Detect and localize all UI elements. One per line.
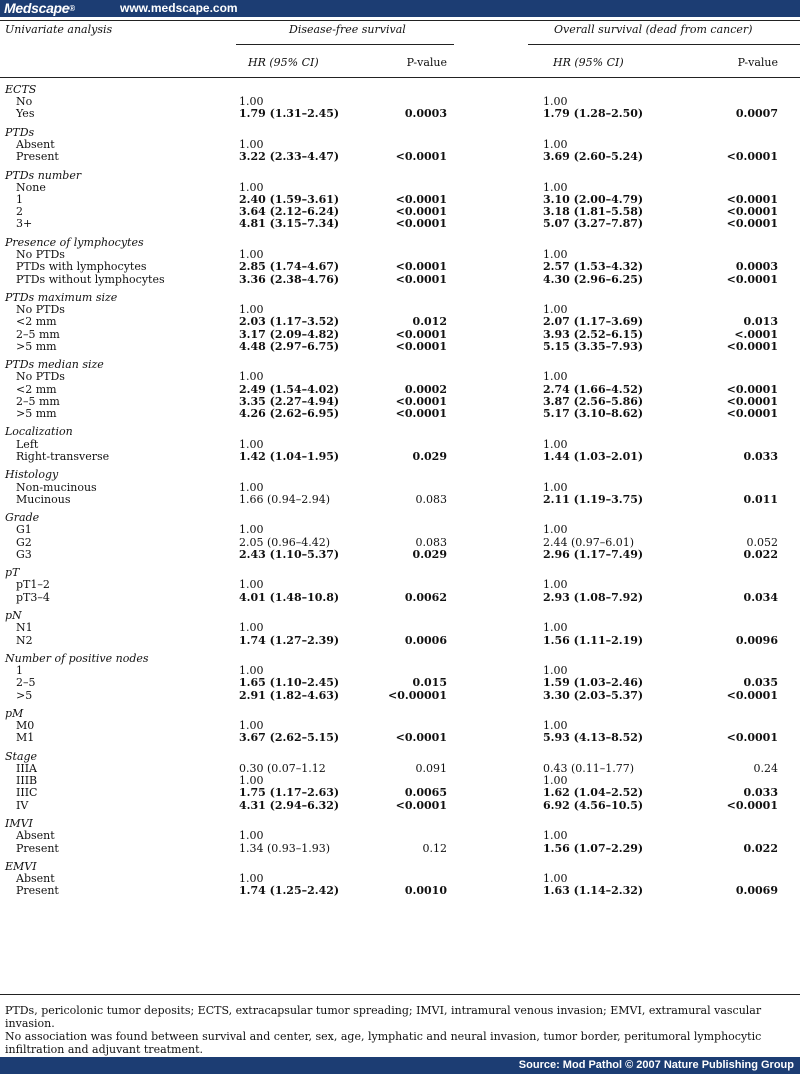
p-os-cell: <0.0001 [726,383,778,396]
hr-dfs-cell: 1.42 (1.04–1.95) [239,450,340,463]
section-header: Histology [5,468,59,481]
row-label: IIIC [16,786,38,799]
hr-dfs-cell: 1.74 (1.25–2.42) [239,884,340,897]
p-os-cell: <0.0001 [726,689,778,702]
hr-os-cell: 1.00 [543,578,568,591]
row-label: PTDs without lymphocytes [16,273,165,286]
section-header: Number of positive nodes [5,652,149,665]
p-os-cell: 0.013 [743,315,778,328]
hr-dfs-cell: 1.00 [239,181,264,194]
row-label: Present [16,150,59,163]
hr-dfs-cell: 2.05 (0.96–4.42) [239,536,331,549]
hr-os-cell: 1.56 (1.07–2.29) [543,842,644,855]
group-rule-dfs [236,44,454,45]
hr-dfs-cell: 4.01 (1.48–10.8) [239,591,340,604]
p-os-cell: 0.052 [746,536,778,549]
row-label: N1 [16,621,33,634]
row-label: Absent [16,138,55,151]
hr-dfs-cell: 3.36 (2.38–4.76) [239,273,340,286]
hr-dfs-cell: 1.00 [239,664,264,677]
group-header-dfs: Disease-free survival [289,23,406,36]
row-label: No PTDs [16,248,65,261]
p-os-cell: <.0001 [734,328,778,341]
hr-os-cell: 3.93 (2.52–6.15) [543,328,644,341]
hr-os-cell: 1.00 [543,774,568,787]
row-label: IIIB [16,774,38,787]
hr-dfs-cell: 1.34 (0.93–1.93) [239,842,331,855]
row-label: 2–5 [16,676,36,689]
p-dfs-cell: <0.0001 [395,217,447,230]
bottom-banner [0,1057,800,1074]
row-label: Right-transverse [16,450,110,463]
hr-os-cell: 1.44 (1.03–2.01) [543,450,644,463]
section-header: Localization [5,425,73,438]
row-label: >5 mm [16,407,57,420]
hr-dfs-cell: 3.35 (2.27–4.94) [239,395,340,408]
hr-dfs-cell: 1.00 [239,578,264,591]
hr-os-cell: 5.17 (3.10–8.62) [543,407,644,420]
p-os-cell: 0.033 [743,450,778,463]
col-header-p-dfs: P-value [406,56,447,69]
p-dfs-cell: <0.00001 [388,689,447,702]
section-header: PTDs number [5,169,82,182]
p-dfs-cell: <0.0001 [395,407,447,420]
hr-dfs-cell: 1.66 (0.94–2.94) [239,493,331,506]
hr-os-cell: 3.18 (1.81–5.58) [543,205,644,218]
row-label: pT1–2 [16,578,50,591]
p-os-cell: 0.24 [753,762,778,775]
hr-os-cell: 6.92 (4.56–10.5) [543,799,644,812]
p-dfs-cell: 0.012 [412,315,447,328]
row-label: Absent [16,872,55,885]
p-os-cell: <0.0001 [726,205,778,218]
p-dfs-cell: <0.0001 [395,205,447,218]
p-dfs-cell: 0.091 [415,762,447,775]
footnote-abbreviations: PTDs, pericolonic tumor deposits; ECTS, extracapsular tumor spreading; IMVI, intramural venous invasion; EMVI, extramural vascular invasion. [5,1004,762,1030]
row-label: 2–5 mm [16,328,60,341]
p-dfs-cell: <0.0001 [395,193,447,206]
p-dfs-cell: 0.12 [422,842,447,855]
p-os-cell: <0.0001 [726,407,778,420]
p-os-cell: 0.0003 [735,260,778,273]
hr-os-cell: 1.00 [543,523,568,536]
row-label: 1 [16,664,23,677]
section-header: ECTS [5,83,37,96]
row-label: 2–5 mm [16,395,60,408]
hr-dfs-cell: 4.81 (3.15–7.34) [239,217,340,230]
p-os-cell: 0.0007 [735,107,778,120]
row-label: pT3–4 [16,591,50,604]
hr-dfs-cell: 1.79 (1.31–2.45) [239,107,340,120]
p-dfs-cell: <0.0001 [395,799,447,812]
section-header: IMVI [5,817,33,830]
hr-dfs-cell: 1.00 [239,774,264,787]
p-dfs-cell: 0.083 [415,536,447,549]
section-header: PTDs maximum size [5,291,118,304]
hr-os-cell: 1.00 [543,138,568,151]
p-dfs-cell: <0.0001 [395,340,447,353]
hr-dfs-cell: 1.00 [239,481,264,494]
row-label: None [16,181,46,194]
row-label: 3+ [16,217,33,230]
hr-dfs-cell: 1.00 [239,95,264,108]
hr-dfs-cell: 0.30 (0.07–1.12 [239,762,326,775]
hr-dfs-cell: 2.49 (1.54–4.02) [239,383,340,396]
section-header: pT [5,566,20,579]
p-dfs-cell: <0.0001 [395,328,447,341]
section-header: pN [5,609,22,622]
hr-os-cell: 5.15 (3.35–7.93) [543,340,644,353]
row-label: <2 mm [16,383,57,396]
section-header: Presence of lymphocytes [5,236,144,249]
hr-os-cell: 1.00 [543,872,568,885]
row-label: IV [16,799,29,812]
hr-dfs-cell: 1.00 [239,248,264,261]
row-label: 1 [16,193,23,206]
hr-dfs-cell: 4.31 (2.94–6.32) [239,799,340,812]
hr-os-cell: 2.44 (0.97–6.01) [543,536,635,549]
hr-os-cell: 1.00 [543,181,568,194]
hr-dfs-cell: 1.00 [239,370,264,383]
p-os-cell: <0.0001 [726,217,778,230]
p-dfs-cell: <0.0001 [395,273,447,286]
p-dfs-cell: 0.0062 [404,591,447,604]
section-header: EMVI [5,860,37,873]
hr-os-cell: 4.30 (2.96–6.25) [543,273,644,286]
section-header: Grade [5,511,40,524]
hr-dfs-cell: 4.26 (2.62–6.95) [239,407,340,420]
hr-os-cell: 3.87 (2.56–5.86) [543,395,644,408]
hr-os-cell: 2.93 (1.08–7.92) [543,591,644,604]
p-os-cell: <0.0001 [726,731,778,744]
p-dfs-cell: <0.0001 [395,150,447,163]
hr-os-cell: 2.96 (1.17–7.49) [543,548,644,561]
p-os-cell: 0.0069 [735,884,778,897]
row-label: Mucinous [16,493,71,506]
top-banner [0,0,800,17]
hr-os-cell: 1.00 [543,95,568,108]
site-url[interactable]: www.medscape.com [120,1,238,15]
hr-dfs-cell: 1.00 [239,872,264,885]
hr-dfs-cell: 2.40 (1.59–3.61) [239,193,340,206]
row-label: Absent [16,829,55,842]
p-dfs-cell: 0.029 [412,548,447,561]
hr-dfs-cell: 3.17 (2.09–4.82) [239,328,340,341]
hr-os-cell: 5.93 (4.13–8.52) [543,731,644,744]
p-os-cell: 0.033 [743,786,778,799]
hr-dfs-cell: 4.48 (2.97–6.75) [239,340,340,353]
group-rule-os [528,44,800,45]
row-label: IIIA [16,762,37,775]
hr-os-cell: 1.00 [543,664,568,677]
row-label: Non-mucinous [16,481,97,494]
hr-dfs-cell: 2.85 (1.74–4.67) [239,260,340,273]
p-dfs-cell: <0.0001 [395,260,447,273]
hr-os-cell: 1.00 [543,370,568,383]
p-os-cell: <0.0001 [726,340,778,353]
row-label: G3 [16,548,32,561]
footnote-no-association: No association was found between survival and center, sex, age, lymphatic and neural invasion, tumor border, peritumoral lymphocytic infiltration and adjuvant treatment. [5,1030,762,1056]
source-credit: Source: Mod Pathol © 2007 Nature Publishing Group [518,1059,794,1071]
row-label: M1 [16,731,35,744]
hr-os-cell: 3.69 (2.60–5.24) [543,150,644,163]
p-os-cell: 0.022 [743,842,778,855]
row-label: No [16,95,33,108]
row-label: Yes [16,107,35,120]
p-dfs-cell: 0.0006 [404,634,447,647]
hr-dfs-cell: 1.74 (1.27–2.39) [239,634,340,647]
hr-os-cell: 1.00 [543,621,568,634]
hr-os-cell: 0.43 (0.11–1.77) [543,762,635,775]
p-dfs-cell: 0.029 [412,450,447,463]
hr-dfs-cell: 1.00 [239,303,264,316]
hr-os-cell: 1.79 (1.28–2.50) [543,107,644,120]
hr-dfs-cell: 2.91 (1.82–4.63) [239,689,340,702]
row-label: 2 [16,205,23,218]
hr-os-cell: 1.63 (1.14–2.32) [543,884,644,897]
row-label: PTDs with lymphocytes [16,260,147,273]
table-bottom-rule [0,994,800,995]
p-os-cell: 0.022 [743,548,778,561]
p-dfs-cell: 0.0010 [404,884,447,897]
hr-dfs-cell: 1.00 [239,138,264,151]
hr-dfs-cell: 2.43 (1.10–5.37) [239,548,340,561]
group-header-os: Overall survival (dead from cancer) [554,23,753,36]
row-label: Present [16,884,59,897]
row-label: Present [16,842,59,855]
section-header: pM [5,707,24,720]
p-os-cell: <0.0001 [726,150,778,163]
row-label: M0 [16,719,35,732]
hr-os-cell: 1.00 [543,481,568,494]
hr-dfs-cell: 3.64 (2.12–6.24) [239,205,340,218]
col-header-hr-os: HR (95% CI) [553,56,624,69]
hr-os-cell: 1.56 (1.11–2.19) [543,634,644,647]
row-label: >5 mm [16,340,57,353]
hr-os-cell: 1.00 [543,303,568,316]
hr-dfs-cell: 1.00 [239,523,264,536]
section-header: PTDs [5,126,35,139]
p-dfs-cell: 0.0065 [404,786,447,799]
hr-dfs-cell: 3.22 (2.33–4.47) [239,150,340,163]
p-os-cell: <0.0001 [726,395,778,408]
hr-os-cell: 3.10 (2.00–4.79) [543,193,644,206]
hr-os-cell: 2.11 (1.19–3.75) [543,493,644,506]
table-title: Univariate analysis [5,23,113,36]
section-header: PTDs median size [5,358,104,371]
hr-os-cell: 1.00 [543,438,568,451]
row-label: Left [16,438,39,451]
hr-dfs-cell: 1.65 (1.10–2.45) [239,676,340,689]
hr-os-cell: 5.07 (3.27–7.87) [543,217,644,230]
hr-os-cell: 1.62 (1.04–2.52) [543,786,644,799]
hr-os-cell: 1.00 [543,829,568,842]
hr-os-cell: 2.57 (1.53–4.32) [543,260,644,273]
hr-os-cell: 2.74 (1.66–4.52) [543,383,644,396]
p-os-cell: 0.011 [743,493,778,506]
p-os-cell: 0.0096 [735,634,778,647]
hr-dfs-cell: 3.67 (2.62–5.15) [239,731,340,744]
p-dfs-cell: 0.0002 [404,383,447,396]
p-os-cell: 0.035 [743,676,778,689]
table-top-rule [0,20,800,21]
hr-os-cell: 2.07 (1.17–3.69) [543,315,644,328]
p-os-cell: <0.0001 [726,799,778,812]
col-header-hr-dfs: HR (95% CI) [248,56,319,69]
p-dfs-cell: 0.083 [415,493,447,506]
header-bottom-rule [0,77,800,78]
p-dfs-cell: 0.015 [412,676,447,689]
hr-dfs-cell: 1.00 [239,438,264,451]
p-os-cell: <0.0001 [726,193,778,206]
p-dfs-cell: 0.0003 [404,107,447,120]
row-label: No PTDs [16,370,65,383]
hr-os-cell: 1.00 [543,719,568,732]
row-label: >5 [16,689,33,702]
p-os-cell: 0.034 [743,591,778,604]
row-label: No PTDs [16,303,65,316]
p-dfs-cell: <0.0001 [395,395,447,408]
hr-os-cell: 3.30 (2.03–5.37) [543,689,644,702]
row-label: G1 [16,523,32,536]
hr-dfs-cell: 1.00 [239,829,264,842]
hr-dfs-cell: 2.03 (1.17–3.52) [239,315,340,328]
hr-dfs-cell: 1.00 [239,621,264,634]
row-label: <2 mm [16,315,57,328]
hr-dfs-cell: 1.75 (1.17–2.63) [239,786,340,799]
hr-os-cell: 1.00 [543,248,568,261]
medscape-logo[interactable]: Medscape® [4,0,75,16]
p-os-cell: <0.0001 [726,273,778,286]
hr-os-cell: 1.59 (1.03–2.46) [543,676,644,689]
col-header-p-os: P-value [737,56,778,69]
row-label: G2 [16,536,32,549]
section-header: Stage [5,750,38,763]
p-dfs-cell: <0.0001 [395,731,447,744]
hr-dfs-cell: 1.00 [239,719,264,732]
row-label: N2 [16,634,33,647]
